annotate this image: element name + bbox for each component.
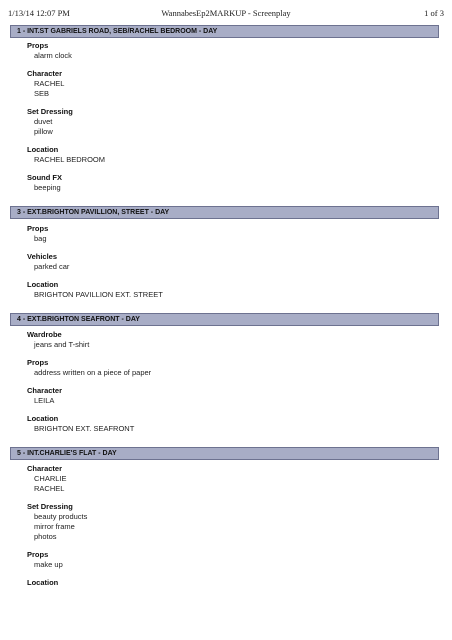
breakdown-item: SEB [34, 89, 50, 98]
category-label: Character [27, 464, 63, 473]
breakdown-item: parked car [34, 262, 70, 271]
breakdown-item: CHARLIE [34, 474, 67, 483]
scene-heading: 1 - INT.ST GABRIELS ROAD, SEB/RACHEL BEDROOM - DAY [10, 25, 439, 38]
scene-heading: 5 - INT.CHARLIE'S FLAT - DAY [10, 447, 439, 460]
breakdown-item: beauty products [34, 512, 88, 521]
category-label: Location [27, 280, 59, 289]
category-label: Set Dressing [27, 107, 73, 116]
breakdown-item: RACHEL [34, 484, 65, 493]
category-label: Vehicles [27, 252, 58, 261]
category-label: Sound FX [27, 173, 62, 182]
category-label: Character [27, 386, 63, 395]
breakdown-item: jeans and T-shirt [34, 340, 90, 349]
category-label: Props [27, 358, 49, 367]
breakdown-item: mirror frame [34, 522, 75, 531]
breakdown-item: pillow [34, 127, 53, 136]
breakdown-item: beeping [34, 183, 61, 192]
breakdown-item: make up [34, 560, 63, 569]
breakdown-item: BRIGHTON EXT. SEAFRONT [34, 424, 135, 433]
category-label: Props [27, 550, 49, 559]
print-datetime: 1/13/14 12:07 PM [8, 8, 70, 18]
breakdown-item: RACHEL BEDROOM [34, 155, 105, 164]
breakdown-item: address written on a piece of paper [34, 368, 152, 377]
category-label: Location [27, 578, 59, 587]
breakdown-item: BRIGHTON PAVILLION EXT. STREET [34, 290, 163, 299]
breakdown-item: RACHEL [34, 79, 65, 88]
category-label: Location [27, 414, 59, 423]
scene-heading: 4 - EXT.BRIGHTON SEAFRONT - DAY [10, 313, 439, 326]
breakdown-item: photos [34, 532, 57, 541]
scene-heading: 3 - EXT.BRIGHTON PAVILLION, STREET - DAY [10, 206, 439, 219]
category-label: Character [27, 69, 63, 78]
category-label: Set Dressing [27, 502, 73, 511]
breakdown-item: alarm clock [34, 51, 72, 60]
page-number: 1 of 3 [424, 8, 444, 18]
page-header [8, 8, 444, 20]
category-label: Wardrobe [27, 330, 62, 339]
category-label: Props [27, 41, 49, 50]
document-title: WannabesEp2MARKUP - Screenplay [161, 8, 291, 18]
category-label: Location [27, 145, 59, 154]
breakdown-item: bag [34, 234, 47, 243]
category-label: Props [27, 224, 49, 233]
breakdown-item: LEILA [34, 396, 55, 405]
breakdown-item: duvet [34, 117, 53, 126]
